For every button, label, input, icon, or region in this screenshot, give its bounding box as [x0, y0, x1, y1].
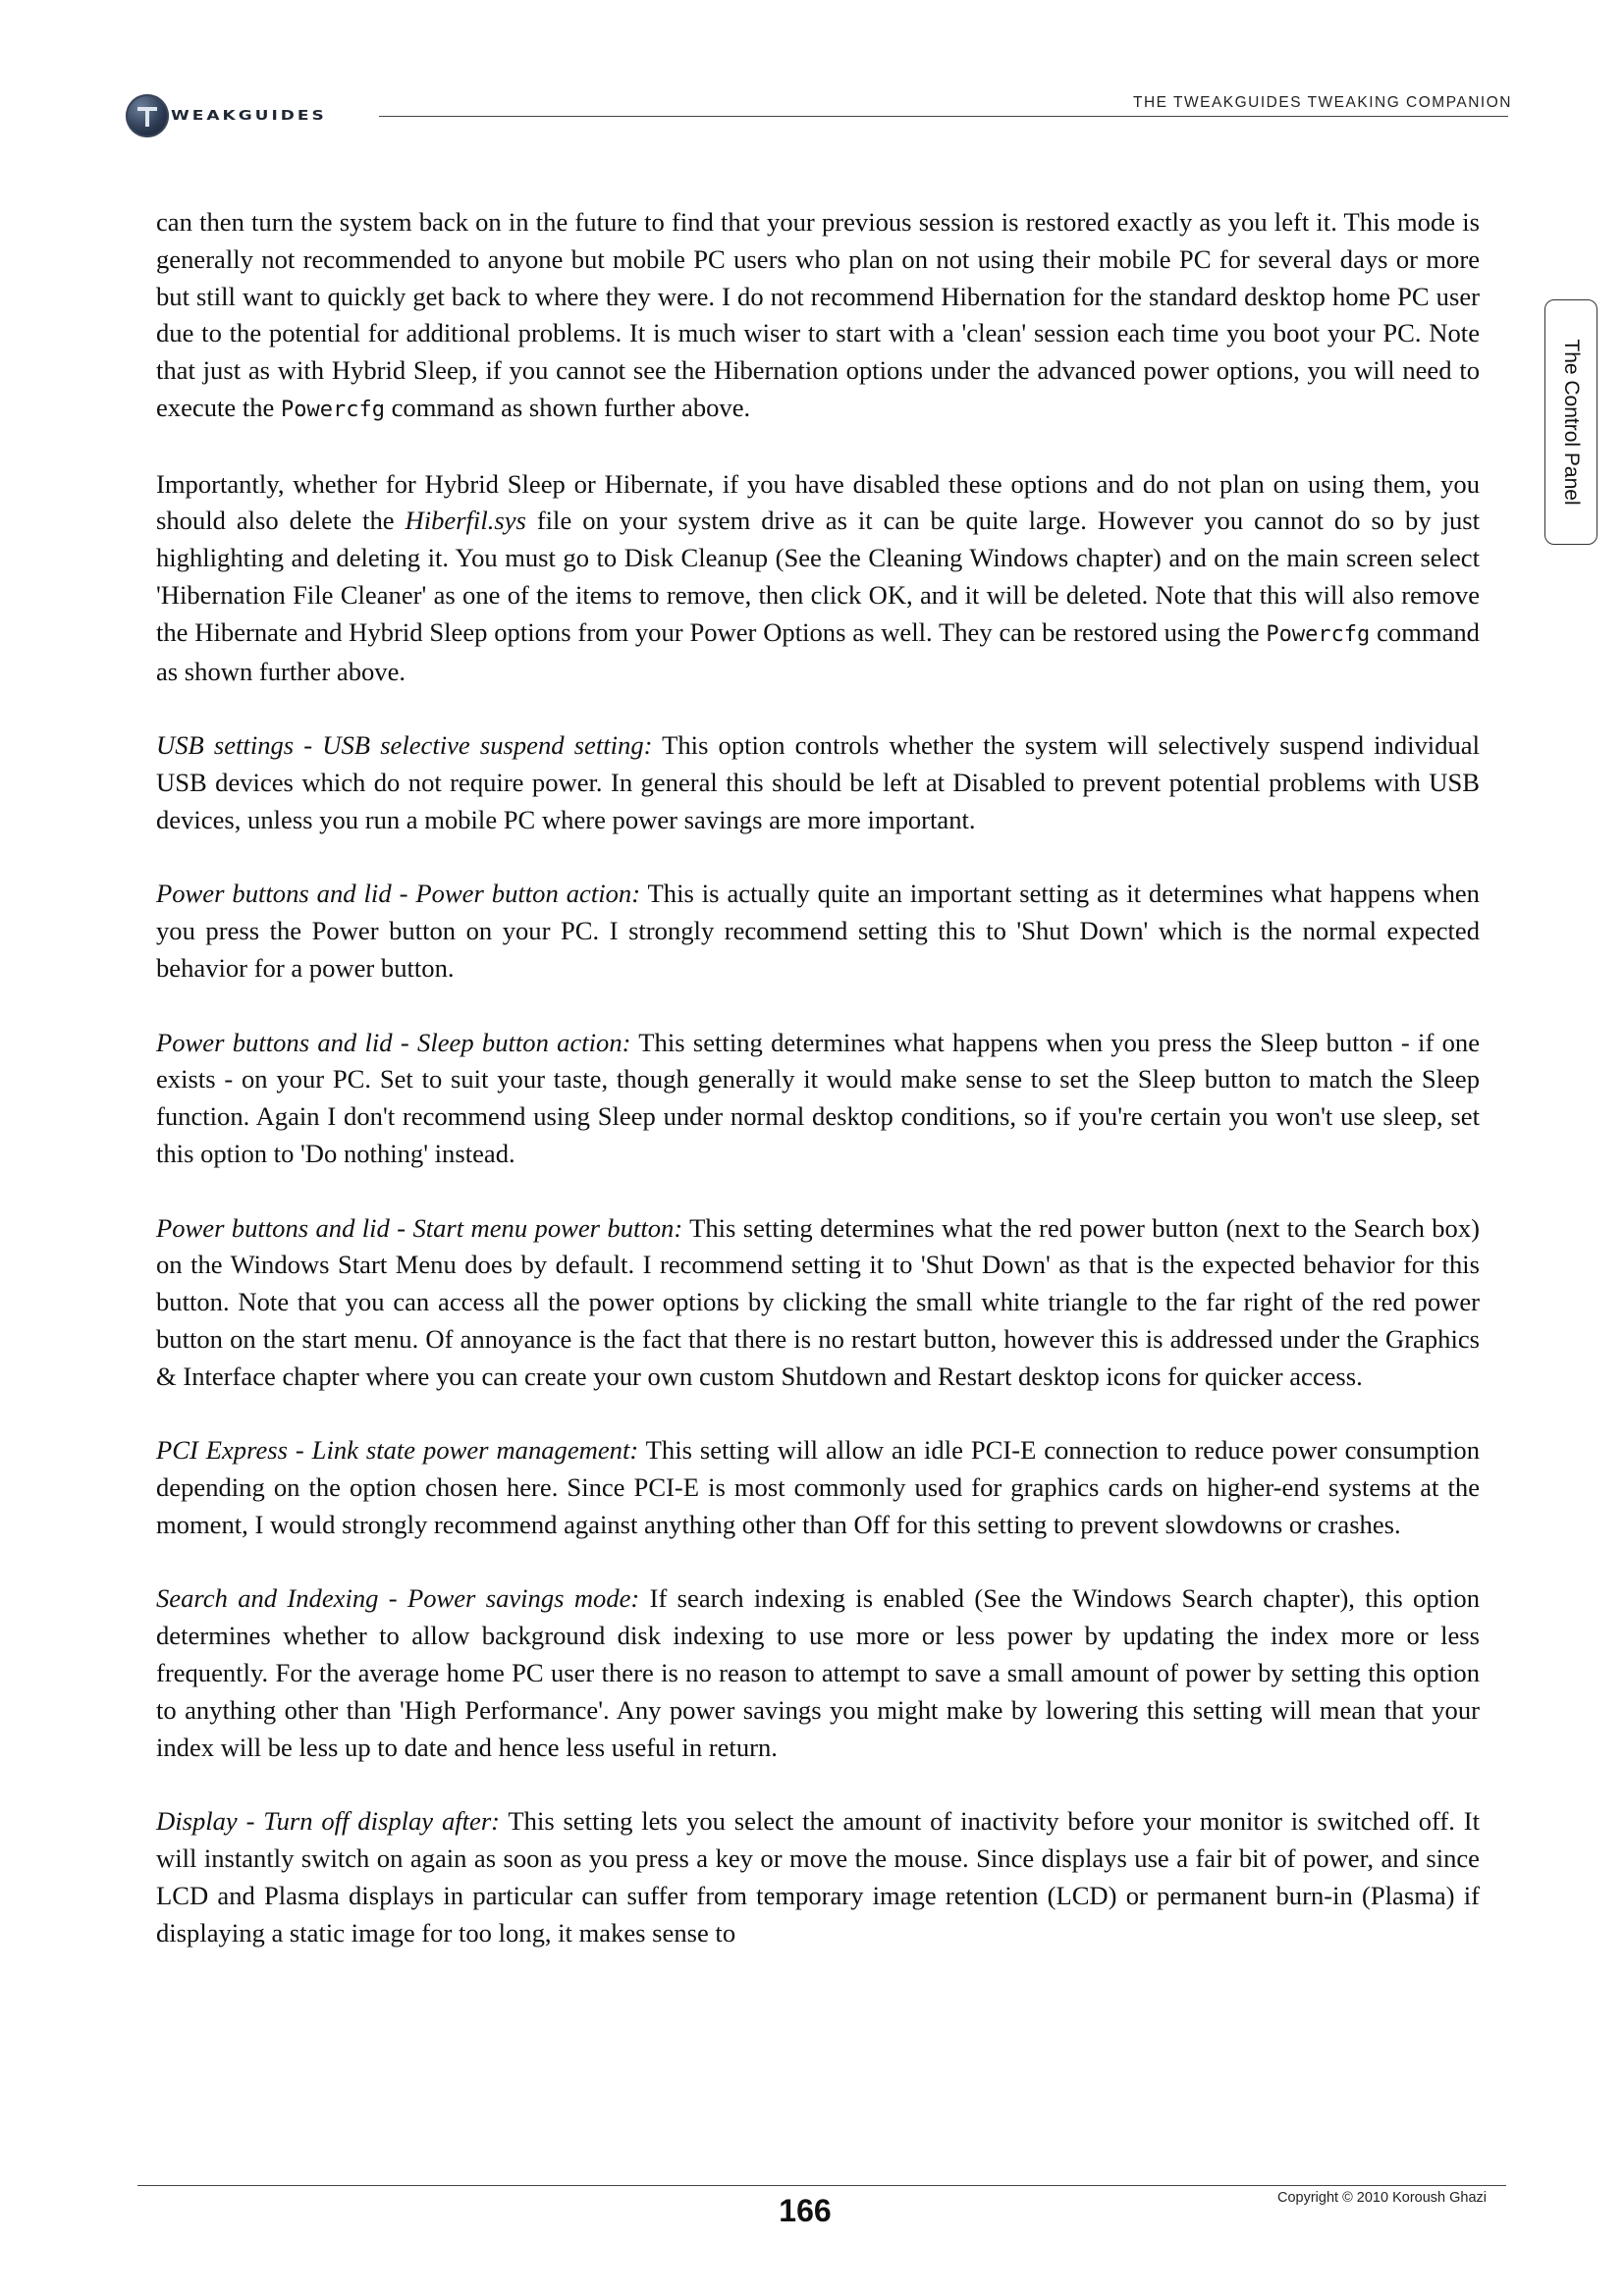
chapter-side-tab-label: The Control Panel — [1560, 339, 1583, 506]
setting-name: Search and Indexing - Power savings mode: — [156, 1583, 640, 1614]
setting-name: PCI Express - Link state power management: — [156, 1435, 639, 1466]
paragraph-text: This option controls whether the system will selectively suspend individual USB devices which do not require power. In general this should be left at Disabled to prevent potential problems with USB devices, unless you run a mobile PC where power savings are more important. — [156, 730, 1480, 834]
setting-name: Power buttons and lid - Start menu power button: — [156, 1212, 683, 1243]
header-divider — [379, 116, 1508, 117]
body-paragraph — [156, 1210, 1480, 1396]
setting-name: Hiberfil.sys — [405, 506, 526, 536]
body-paragraph — [156, 1580, 1480, 1766]
footer-divider — [137, 2185, 1506, 2186]
tweakguides-logo-icon — [126, 94, 169, 137]
page-header — [126, 94, 1512, 143]
body-paragraph — [156, 876, 1480, 987]
body-paragraph — [156, 466, 1480, 691]
paragraph-text: If search indexing is enabled (See the Windows Search chapter), this option determines whether to allow background disk indexing to use more or less power by updating the index more or less frequently. For the average home PC user there is no reason to attempt to save a small amount of power by setting this option to anything other than 'High Performance'. Any power savings you might make by lowering this setting will mean that your index will be less up to date and hence less useful in return. — [156, 1583, 1480, 1762]
body-paragraph — [156, 727, 1480, 838]
chapter-side-tab — [1544, 299, 1597, 545]
body-paragraph — [156, 1432, 1480, 1543]
body-paragraph — [156, 204, 1480, 429]
page-number: 166 — [779, 2193, 832, 2228]
paragraph-text: command as shown further above. — [384, 392, 751, 422]
body-paragraph — [156, 1025, 1480, 1173]
setting-name: Display - Turn off display after: — [156, 1806, 501, 1837]
copyright-notice: Copyright © 2010 Koroush Ghazi — [1277, 2190, 1487, 2206]
paragraph-text: This setting lets you select the amount of inactivity before your monitor is switched off. It will instantly switch on again as soon as you press a key or move the mouse. Since displays use a fair bit of power, and since LCD and Plasma displays in particular can suffer from temporary image retention (LCD) or permanent burn-in (Plasma) if displaying a static image for too long, it makes sense to — [156, 1806, 1480, 1948]
body-paragraph — [156, 1803, 1480, 1951]
command-name: Powercfg — [1266, 621, 1371, 647]
paragraph-text: This is actually quite an important setting as it determines what happens when you press the Power button on your PC. I strongly recommend setting this to 'Shut Down' which is the normal expected behavior for a power button. — [156, 879, 1480, 983]
setting-name: Power buttons and lid - Sleep button action: — [156, 1027, 631, 1057]
paragraph-text: can then turn the system back on in the future to find that your previous session is restored exactly as you left it. This mode is generally not recommended to anyone but mobile PC users who plan on not using their mobile PC for several days or more but still want to quickly get back to where they were. I do not recommend Hibernation for the standard desktop home PC user due to the potential for additional problems. It is much wiser to start with a 'clean' session each time you boot your PC. Note that just as with Hybrid Sleep, if you cannot see the Hibernation options under the advanced power options, you will need to execute the — [156, 207, 1480, 422]
paragraph-text: This setting will allow an idle PCI-E connection to reduce power consumption depending on the option chosen here. Since PCI-E is most commonly used for graphics cards on higher-end systems at the moment, I would strongly recommend against anything other than Off for this setting to prevent slowdowns or crashes. — [156, 1435, 1481, 1539]
paragraph-text: command as shown further above. — [156, 616, 1480, 686]
page-body — [156, 204, 1480, 1989]
setting-name: USB settings - USB selective suspend setting: — [156, 730, 653, 761]
paragraph-text: This setting determines what happens when you press the Sleep button - if one exists - on your PC. Set to suit your taste, though generally it would make sense to set the Sleep button to match the Sleep function. Again I don't recommend using Sleep under normal desktop conditions, so if you're certain you won't use sleep, set this option to 'Do nothing' instead. — [156, 1027, 1480, 1168]
header-title: THE TWEAKGUIDES TWEAKING COMPANION — [1132, 94, 1512, 111]
setting-name: Power buttons and lid - Power button action: — [156, 879, 641, 909]
paragraph-text: file on your system drive as it can be quite large. However you cannot do so by just highlighting and deleting it. You must go to Disk Cleanup (See the Cleaning Windows chapter) and on the main screen select 'Hibernation File Cleaner' as one of the items to remove, then click OK, and it will be deleted. Note that this will also remove the Hibernate and Hybrid Sleep options from your Power Options as well. They can be restored using the — [156, 506, 1480, 647]
paragraph-text: Importantly, whether for Hybrid Sleep or Hibernate, if you have disabled these options and do not plan on using them, you should also delete the — [156, 468, 1480, 536]
logo-text: WEAKGUIDES — [171, 108, 327, 124]
command-name: Powercfg — [280, 397, 385, 422]
paragraph-text: This setting determines what the red power button (next to the Search box) on the Windows Start Menu does by default. I recommend setting it to 'Shut Down' as that is the expected behavior for this button. Note that you can access all the power options by clicking the small white triangle to the far right of the red power button on the start menu. Of annoyance is the fact that there is no restart button, however this is addressed under the Graphics & Interface chapter where you can create your own custom Shutdown and Restart desktop icons for quicker access. — [156, 1212, 1480, 1391]
